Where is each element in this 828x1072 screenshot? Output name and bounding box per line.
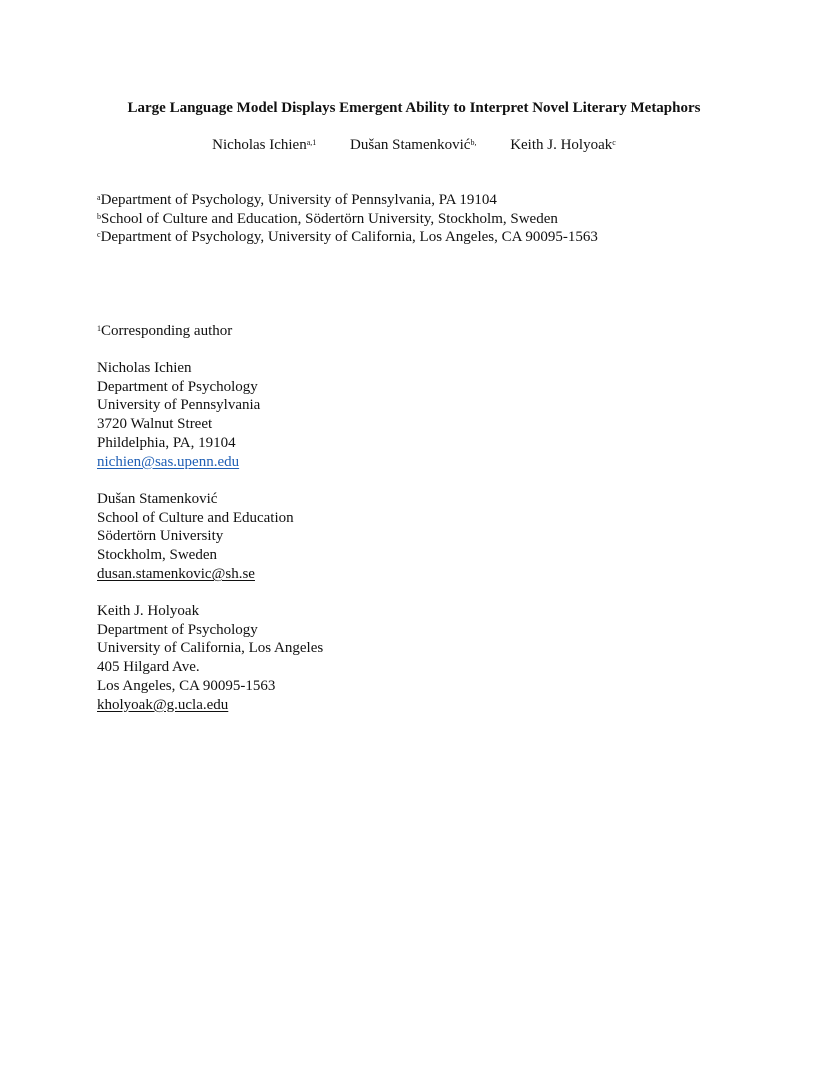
author-holyoak [510, 135, 616, 155]
email-link[interactable]: dusan.stamenkovic@sh.se [97, 565, 255, 582]
author-name: Keith J. Holyoak [510, 137, 613, 153]
contact-line: Keith J. Holyoak [97, 603, 200, 619]
contact-line: School of Culture and Education [97, 509, 294, 526]
affiliation-item [97, 191, 598, 210]
affiliation-text: Department of Psychology, University of California, Los Angeles, CA 90095-1563 [100, 229, 598, 246]
contact-line: Department of Psychology [97, 378, 258, 395]
affiliation-item [97, 210, 598, 229]
author-stamenkovic [350, 135, 476, 155]
contact-holyoak [97, 602, 323, 714]
affiliation-text: School of Culture and Education, Södertörn University, Stockholm, Sweden [101, 210, 558, 227]
contact-ichien [97, 359, 260, 471]
email-link[interactable]: nichien@sas.upenn.edu [97, 453, 240, 470]
affiliation-mark: a [97, 193, 101, 202]
corresponding-author-note [97, 322, 232, 341]
author-name: Nicholas Ichien [212, 137, 307, 153]
contact-line: Nicholas Ichien [97, 360, 192, 376]
affiliation-text: Department of Psychology, University of Pennsylvania, PA 19104 [100, 192, 497, 208]
author-affiliation-mark: b, [470, 138, 477, 147]
contact-line: Department of Psychology [97, 621, 258, 638]
affiliation-item [97, 228, 598, 247]
author-affiliation-mark: c [612, 138, 616, 147]
corresponding-label: Corresponding author [101, 323, 233, 339]
contact-line: 3720 Walnut Street [97, 416, 213, 433]
affiliation-mark: c [97, 230, 101, 240]
email-link[interactable]: kholyoak@g.ucla.edu [97, 696, 229, 713]
affiliation-mark: b [97, 211, 101, 221]
contact-line: Stockholm, Sweden [97, 547, 217, 564]
contact-line: Los Angeles, CA 90095-1563 [97, 677, 276, 694]
contact-line: University of Pennsylvania [97, 397, 261, 414]
paper-title: Large Language Model Displays Emergent Ability to Interpret Novel Literary Metaphors [127, 100, 701, 116]
author-list [0, 135, 828, 155]
affiliation-list [97, 191, 598, 247]
contact-line: 405 Hilgard Ave. [97, 659, 200, 676]
author-name: Dušan Stamenković [350, 137, 471, 153]
contact-line: Phildelphia, PA, 19104 [97, 434, 236, 451]
author-ichien [212, 135, 316, 155]
contact-line: Dušan Stamenković [97, 491, 218, 507]
corresponding-mark: 1 [97, 324, 101, 333]
contact-line: University of California, Los Angeles [97, 640, 324, 657]
author-affiliation-mark: a,1 [306, 138, 317, 147]
contact-stamenkovic [97, 490, 294, 584]
contact-line: Södertörn University [97, 528, 224, 545]
